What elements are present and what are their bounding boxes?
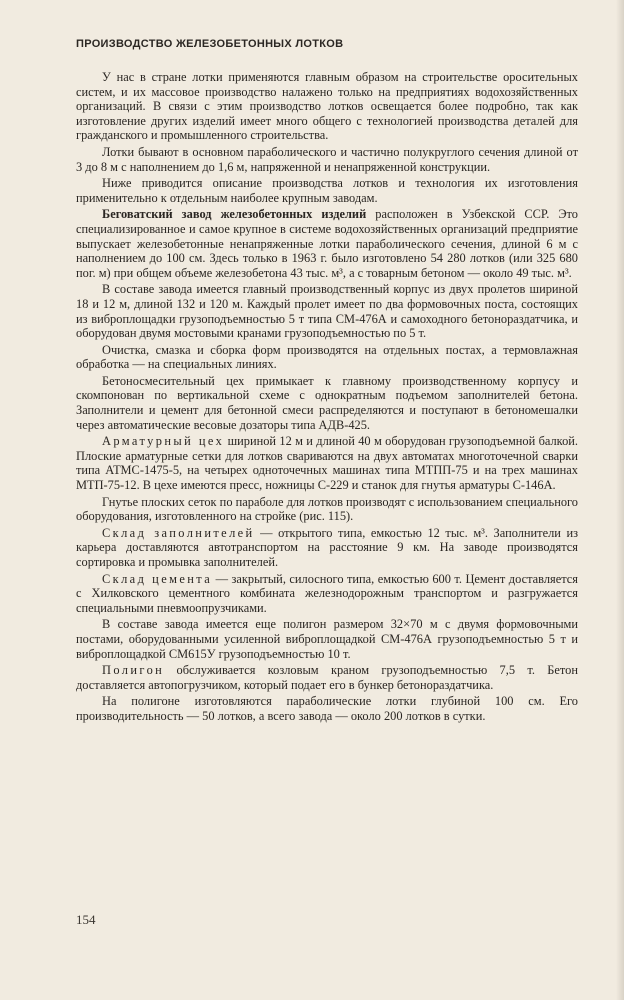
- paragraph: Лотки бывают в основном параболического и частично полукруглого сечения длиной от 3 до 8 м с наполнением до 1,6 м, напряженной и ненапряженной конструкции.: [76, 144, 578, 174]
- page-number: 154: [76, 912, 96, 927]
- paragraph: Гнутье плоских сеток по параболе для лотков производят с использованием специального оборудования, изготовленного на стройке (рис. 115).: [76, 494, 578, 524]
- paragraph-lead: Беговатский завод железобетонных изделий: [102, 207, 367, 222]
- paragraph: Склад цемента — закрытый, силосного типа, емкостью 600 т. Цемент доставляется с Хилковского цементного комбината железнодорожным транспортом и разгружается специальными пневмоопрузчиками.: [76, 571, 578, 615]
- paragraph: В составе завода имеется еще полигон размером 32×70 м с двумя формовочными постами, оборудованными усиленной виброплощадкой СМ-476А грузоподъемностью 5 т и виброплощадкой СМ615У грузоподъемностью 10 т.: [76, 617, 578, 661]
- paragraph: На полигоне изготовляются параболические лотки глубиной 100 см. Его производительность — 50 лотков, а всего завода — около 200 лотков в сутки.: [76, 694, 578, 723]
- paragraph: Очистка, смазка и сборка форм производятся на отдельных постах, а термовлажная обработка — на специальных линиях.: [76, 342, 578, 372]
- paragraph-lead: Арматурный цех: [102, 434, 225, 449]
- paragraph: Полигон обслуживается козловым краном грузоподъемностью 7,5 т. Бетон доставляется автопогрузчиком, который подает его в бункер бетонораздатчика.: [76, 663, 578, 692]
- paragraph-lead: Полигон: [102, 663, 165, 678]
- paragraph: В составе завода имеется главный производственный корпус из двух пролетов шириной 18 и 12 м, длиной 132 и 120 м. Каждый пролет имеет по два формовочных поста, состоящих из виброплощадки грузоподъемностью 5 т типа СМ-476А и самоходного бетонораздатчика, и оборудован двумя мостовыми кранами грузоподъемностью по 5 т.: [76, 282, 578, 341]
- paragraph-lead: Склад заполнителей: [102, 525, 255, 540]
- paragraph: Склад заполнителей — открытого типа, емкостью 12 тыс. м³. Заполнители из карьера доставляются автотранспортом на расстояние 9 км. На заводе производятся сортировка и промывка заполнителей.: [76, 525, 578, 569]
- paragraph: У нас в стране лотки применяются главным образом на строительстве оросительных систем, и их массовое производство налажено только на предприятиях водохозяйственных организаций. В связи с этим производство лотков освещается более подробно, так как изготовление других изделий имеет много общего с технологией производства деталей для гражданского и промышленного строительства.: [76, 70, 578, 143]
- body-text: [76, 70, 578, 724]
- paragraph: Арматурный цех шириной 12 м и длиной 40 м оборудован грузоподъемной балкой. Плоские арматурные сетки для лотков свариваются на двух автоматах многоточечной сварки типа АТМС-1475-5, на четырех одноточечных машинах типа МТПП-75 и на трех машинах МТП-75-12. В цехе имеются пресс, ножницы С-229 и станок для гнутья арматуры С-146А.: [76, 434, 578, 493]
- paragraph: Ниже приводится описание производства лотков и технология их изготовления применительно к отдельным наиболее крупным заводам.: [76, 176, 578, 205]
- paragraph-lead: Склад цемента: [102, 571, 213, 586]
- page-edge-shadow: [616, 0, 624, 1000]
- running-header: ПРОИЗВОДСТВО ЖЕЛЕЗОБЕТОННЫХ ЛОТКОВ: [76, 38, 344, 50]
- paragraph: Бетоносмесительный цех примыкает к главному производственному корпусу и скомпонован по вертикальной схеме с однократным подъемом заполнителей бетона. Заполнители и цемент для бетонной смеси распределяются и поступают в бетономешалки через автоматические весовые дозаторы типа АДВ-425.: [76, 373, 578, 432]
- paragraph: Беговатский завод железобетонных изделий расположен в Узбекской ССР. Это специализированное и самое крупное в системе водохозяйственных организаций предприятие выпускает железобетонные ненапряженные лотки параболического сечения, длиной 6 м с наполнением до 100 см. Здесь только в 1963 г. было изготовлено 54 280 лотков (или 325 680 пог. м) при общем объеме железобетона 43 тыс. м³, а с товарным бетоном — около 49 тыс. м³.: [76, 207, 578, 280]
